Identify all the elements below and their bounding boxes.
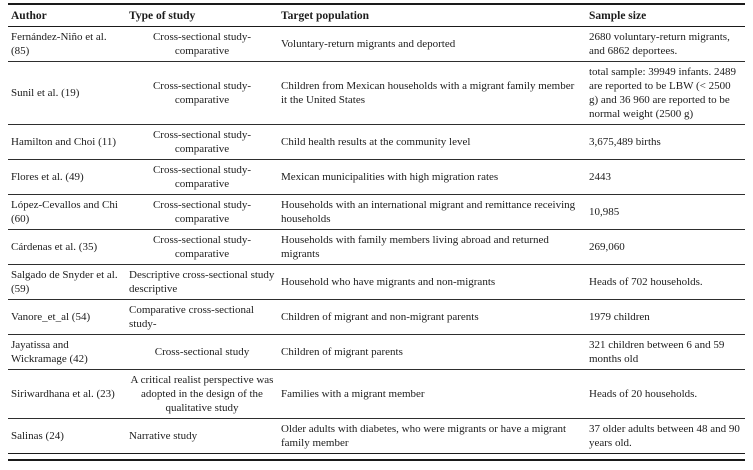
table-row — [8, 27, 745, 62]
author-cell: Flores et al. (49) — [8, 160, 126, 195]
sample-cell: Heads of 20 households. — [586, 370, 745, 419]
author-cell: Salgado de Snyder et al. (59) — [8, 265, 126, 300]
sample-cell: 2680 voluntary-return migrants, and 6862 deportees. — [586, 27, 745, 62]
table-header — [8, 4, 745, 27]
population-cell: Children from Mexican households with a migrant family member it the United States — [278, 62, 586, 125]
sample-cell: 269,060 — [586, 230, 745, 265]
population-cell: Households with family members living abroad and returned migrants — [278, 230, 586, 265]
table-row — [8, 230, 745, 265]
type-cell: Comparative cross-sectional study- — [126, 300, 278, 335]
type-cell: Cross-sectional study-comparative — [126, 62, 278, 125]
author-cell: Salinas (24) — [11, 430, 64, 442]
column-header-author: Author — [8, 4, 126, 27]
population-cell: Households with an international migrant and remittance receiving households — [278, 195, 586, 230]
table-row — [8, 370, 745, 419]
table-row — [8, 265, 745, 300]
column-header-type: Type of study — [126, 4, 278, 27]
column-header-population: Target population — [278, 4, 586, 27]
sample-cell: 321 children between 6 and 59 months old — [586, 335, 745, 370]
table-row — [8, 195, 745, 230]
table-header-row — [8, 4, 745, 27]
table-row — [8, 335, 745, 370]
author-cell: Jayatissa and Wickramage (42) — [8, 335, 126, 370]
table-row — [8, 419, 745, 454]
type-cell: Cross-sectional study-comparative — [126, 125, 278, 160]
population-cell: Voluntary-return migrants and deported — [278, 27, 586, 62]
table-row — [8, 300, 745, 335]
sample-cell: Heads of 702 households. — [586, 265, 745, 300]
sample-cell: 10,985 — [586, 195, 745, 230]
table-body — [8, 27, 745, 454]
population-cell: Children of migrant and non-migrant parents — [278, 300, 586, 335]
sample-cell: 1979 children — [586, 300, 745, 335]
author-cell: Sunil et al. (19) — [8, 62, 126, 125]
studies-table-wrapper — [8, 3, 745, 461]
table-row — [8, 160, 745, 195]
sample-cell: 2443 — [586, 160, 745, 195]
type-cell: Cross-sectional study-comparative — [126, 195, 278, 230]
studies-table — [8, 3, 745, 454]
type-cell: Descriptive cross-sectional study descriptive — [126, 265, 278, 300]
population-cell: Children of migrant parents — [278, 335, 586, 370]
author-cell: Vanore_et_al (54) — [8, 300, 126, 335]
population-cell: Older adults with diabetes, who were migrants or have a migrant family member — [281, 423, 567, 449]
population-cell: Household who have migrants and non-migrants — [278, 265, 586, 300]
population-cell: Child health results at the community level — [278, 125, 586, 160]
type-cell: Cross-sectional study-comparative — [126, 230, 278, 265]
author-cell: Hamilton and Choi (11) — [8, 125, 126, 160]
author-cell: López-Cevallos and Chi (60) — [8, 195, 126, 230]
author-cell: Siriwardhana et al. (23) — [8, 370, 126, 419]
column-header-sample: Sample size — [586, 4, 745, 27]
sample-cell: total sample: 39949 infants. 2489 are reported to be LBW (< 2500 g) and 36 960 are reported to be normal weight (2500 g) — [586, 62, 745, 125]
type-cell: Narrative study — [129, 430, 198, 442]
table-row — [8, 125, 745, 160]
type-cell: Cross-sectional study-comparative — [126, 27, 278, 62]
type-cell: A critical realist perspective was adopted in the design of the qualitative study — [126, 370, 278, 419]
table-row — [8, 62, 745, 125]
type-cell: Cross-sectional study-comparative — [126, 160, 278, 195]
author-cell: Cárdenas et al. (35) — [8, 230, 126, 265]
population-cell: Mexican municipalities with high migration rates — [278, 160, 586, 195]
author-cell: Fernández-Niño et al. (85) — [8, 27, 126, 62]
type-cell: Cross-sectional study — [126, 335, 278, 370]
sample-cell: 37 older adults between 48 and 90 years old. — [589, 423, 740, 449]
population-cell: Families with a migrant member — [278, 370, 586, 419]
sample-cell: 3,675,489 births — [586, 125, 745, 160]
